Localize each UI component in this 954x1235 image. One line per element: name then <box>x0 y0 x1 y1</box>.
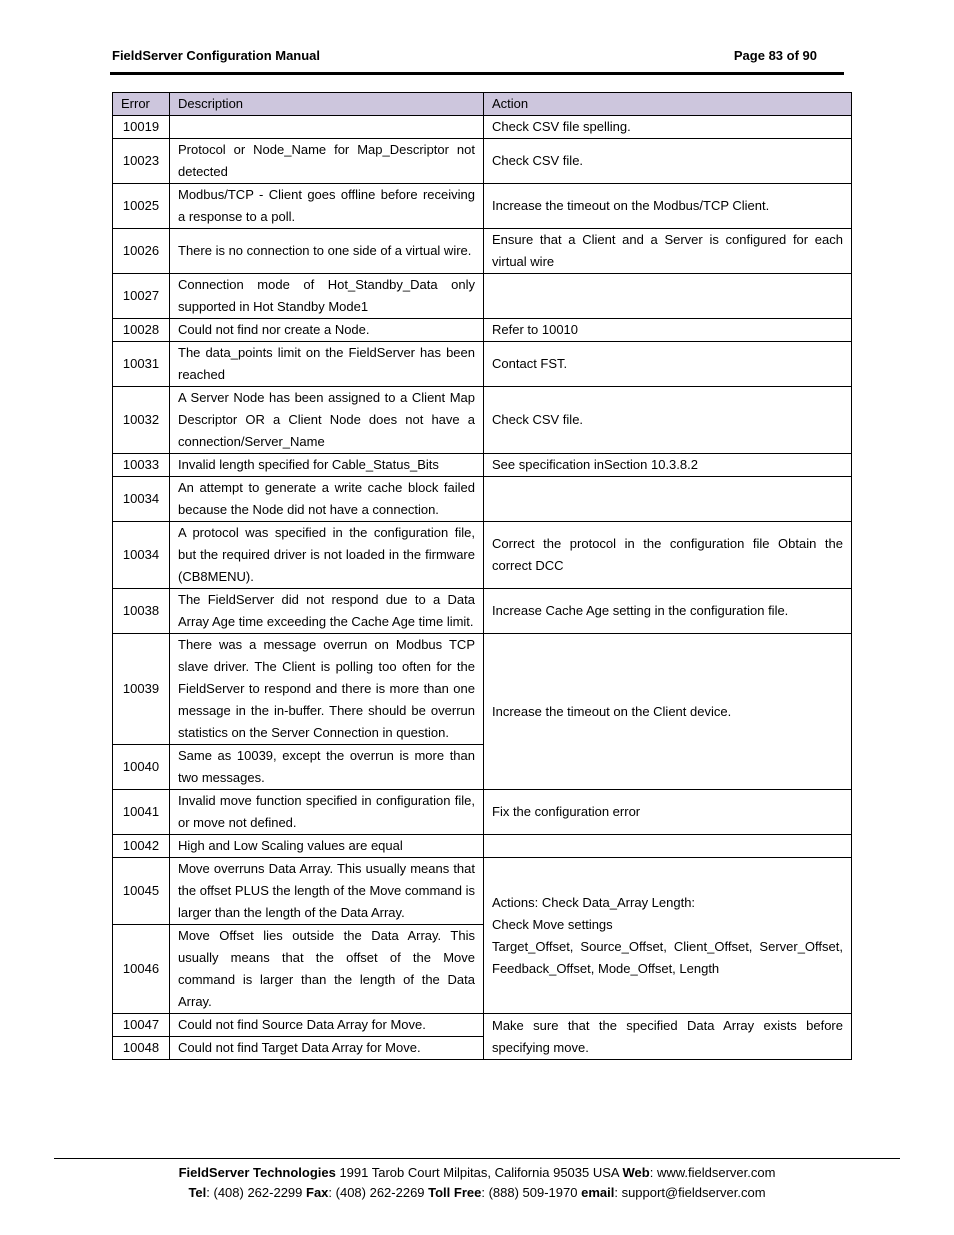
table-row <box>113 342 852 387</box>
error-action: Check CSV file. <box>484 387 852 454</box>
error-description: The FieldServer did not respond due to a Data Array Age time exceeding the Cache Age time limit. <box>170 589 484 634</box>
error-code: 10045 <box>113 858 170 925</box>
error-action: Make sure that the specified Data Array exists before specifying move. <box>484 1014 852 1060</box>
fax-number: : (408) 262-2269 <box>328 1185 429 1200</box>
action-line: Target_Offset, Source_Offset, Client_Offset, Server_Offset, Feedback_Offset, Mode_Offset, Length <box>492 938 843 976</box>
company-address: 1991 Tarob Court Milpitas, California 95035 USA <box>335 1165 623 1180</box>
table-row <box>113 790 852 835</box>
tollfree-number: : (888) 509-1970 <box>481 1185 582 1200</box>
error-code: 10025 <box>113 184 170 229</box>
error-description: Modbus/TCP - Client goes offline before receiving a response to a poll. <box>170 184 484 229</box>
email-address: : support@fieldserver.com <box>614 1185 766 1200</box>
web-label: Web <box>622 1165 650 1180</box>
error-code: 10047 <box>113 1014 170 1037</box>
error-action: Fix the configuration error <box>484 790 852 835</box>
page-number: Page 83 of 90 <box>733 48 817 63</box>
table-row <box>113 319 852 342</box>
email-label: email <box>581 1185 615 1200</box>
error-code: 10034 <box>113 477 170 522</box>
company-name: FieldServer Technologies <box>178 1165 336 1180</box>
error-code: 10033 <box>113 454 170 477</box>
error-description: There was a message overrun on Modbus TCP slave driver. The Client is polling too often for the FieldServer to respond and there is more than one message in the in-buffer. There should be overrun statistics on the Server Connection in question. <box>170 634 484 745</box>
error-code: 10039 <box>113 634 170 745</box>
error-description: Move overruns Data Array. This usually means that the offset PLUS the length of the Move command is larger than the length of the Data Array. <box>170 858 484 925</box>
error-code: 10040 <box>113 745 170 790</box>
tel-number: : (408) 262-2299 <box>206 1185 306 1200</box>
table-row <box>113 116 852 139</box>
web-address: : www.fieldserver.com <box>649 1165 776 1180</box>
column-header-description: Description <box>170 93 484 116</box>
table-row <box>113 835 852 858</box>
error-description: There is no connection to one side of a virtual wire. <box>170 229 484 274</box>
error-action <box>484 274 852 319</box>
header-rule <box>110 72 844 75</box>
error-action: Increase the timeout on the Client device. <box>484 634 852 790</box>
action-line: Actions: Check Data_Array Length: <box>492 894 696 910</box>
error-code: 10027 <box>113 274 170 319</box>
error-code: 10031 <box>113 342 170 387</box>
error-description: Could not find Source Data Array for Move. <box>170 1014 484 1037</box>
table-row <box>113 477 852 522</box>
error-description <box>170 116 484 139</box>
table-header-row <box>113 93 852 116</box>
table-row <box>113 274 852 319</box>
error-description: High and Low Scaling values are equal <box>170 835 484 858</box>
error-description: Same as 10039, except the overrun is more than two messages. <box>170 745 484 790</box>
error-description: An attempt to generate a write cache block failed because the Node did not have a connection. <box>170 477 484 522</box>
error-action <box>484 835 852 858</box>
error-action: Check CSV file. <box>484 139 852 184</box>
fax-label: Fax <box>306 1185 329 1200</box>
error-description: Invalid move function specified in configuration file, or move not defined. <box>170 790 484 835</box>
error-action: See specification inSection 10.3.8.2 <box>484 454 852 477</box>
error-code: 10048 <box>113 1037 170 1060</box>
error-action: Increase Cache Age setting in the configuration file. <box>484 589 852 634</box>
table-row <box>113 522 852 589</box>
action-line: Check Move settings <box>492 916 613 932</box>
error-code: 10028 <box>113 319 170 342</box>
table-row <box>113 858 852 925</box>
error-action: Ensure that a Client and a Server is configured for each virtual wire <box>484 229 852 274</box>
table-row <box>113 454 852 477</box>
error-code: 10038 <box>113 589 170 634</box>
error-action: Correct the protocol in the configuration file Obtain the correct DCC <box>484 522 852 589</box>
error-description: A Server Node has been assigned to a Client Map Descriptor OR a Client Node does not have a connection/Server_Name <box>170 387 484 454</box>
error-code: 10041 <box>113 790 170 835</box>
error-table <box>112 92 852 1060</box>
error-code: 10046 <box>113 925 170 1014</box>
error-code: 10026 <box>113 229 170 274</box>
error-code: 10032 <box>113 387 170 454</box>
error-action <box>484 477 852 522</box>
footer-line-2 <box>54 1183 900 1203</box>
table-row <box>113 139 852 184</box>
error-action <box>484 858 852 1014</box>
page-header <box>112 48 817 63</box>
error-code: 10019 <box>113 116 170 139</box>
error-code: 10034 <box>113 522 170 589</box>
table-row <box>113 1014 852 1037</box>
table-row <box>113 634 852 745</box>
error-action: Check CSV file spelling. <box>484 116 852 139</box>
column-header-action: Action <box>484 93 852 116</box>
error-action: Increase the timeout on the Modbus/TCP Client. <box>484 184 852 229</box>
tel-label: Tel <box>188 1185 207 1200</box>
error-description: The data_points limit on the FieldServer has been reached <box>170 342 484 387</box>
table-row <box>113 184 852 229</box>
error-description: Move Offset lies outside the Data Array. This usually means that the offset of the Move command is larger than the length of the Data Array. <box>170 925 484 1014</box>
error-description: Connection mode of Hot_Standby_Data only supported in Hot Standby Mode1 <box>170 274 484 319</box>
footer-line-1 <box>54 1163 900 1183</box>
table-row <box>113 589 852 634</box>
error-action: Contact FST. <box>484 342 852 387</box>
error-action: Refer to 10010 <box>484 319 852 342</box>
column-header-error: Error <box>113 93 170 116</box>
error-description: Protocol or Node_Name for Map_Descriptor not detected <box>170 139 484 184</box>
document-title: FieldServer Configuration Manual <box>112 48 321 63</box>
error-code: 10023 <box>113 139 170 184</box>
table-row <box>113 387 852 454</box>
footer-rule <box>54 1158 900 1159</box>
tollfree-label: Toll Free <box>428 1185 482 1200</box>
error-code: 10042 <box>113 835 170 858</box>
page-footer <box>54 1163 900 1203</box>
error-description: Could not find nor create a Node. <box>170 319 484 342</box>
error-description: A protocol was specified in the configuration file, but the required driver is not loaded in the firmware (CB8MENU). <box>170 522 484 589</box>
table-row <box>113 229 852 274</box>
error-description: Could not find Target Data Array for Move. <box>170 1037 484 1060</box>
error-description: Invalid length specified for Cable_Status_Bits <box>170 454 484 477</box>
